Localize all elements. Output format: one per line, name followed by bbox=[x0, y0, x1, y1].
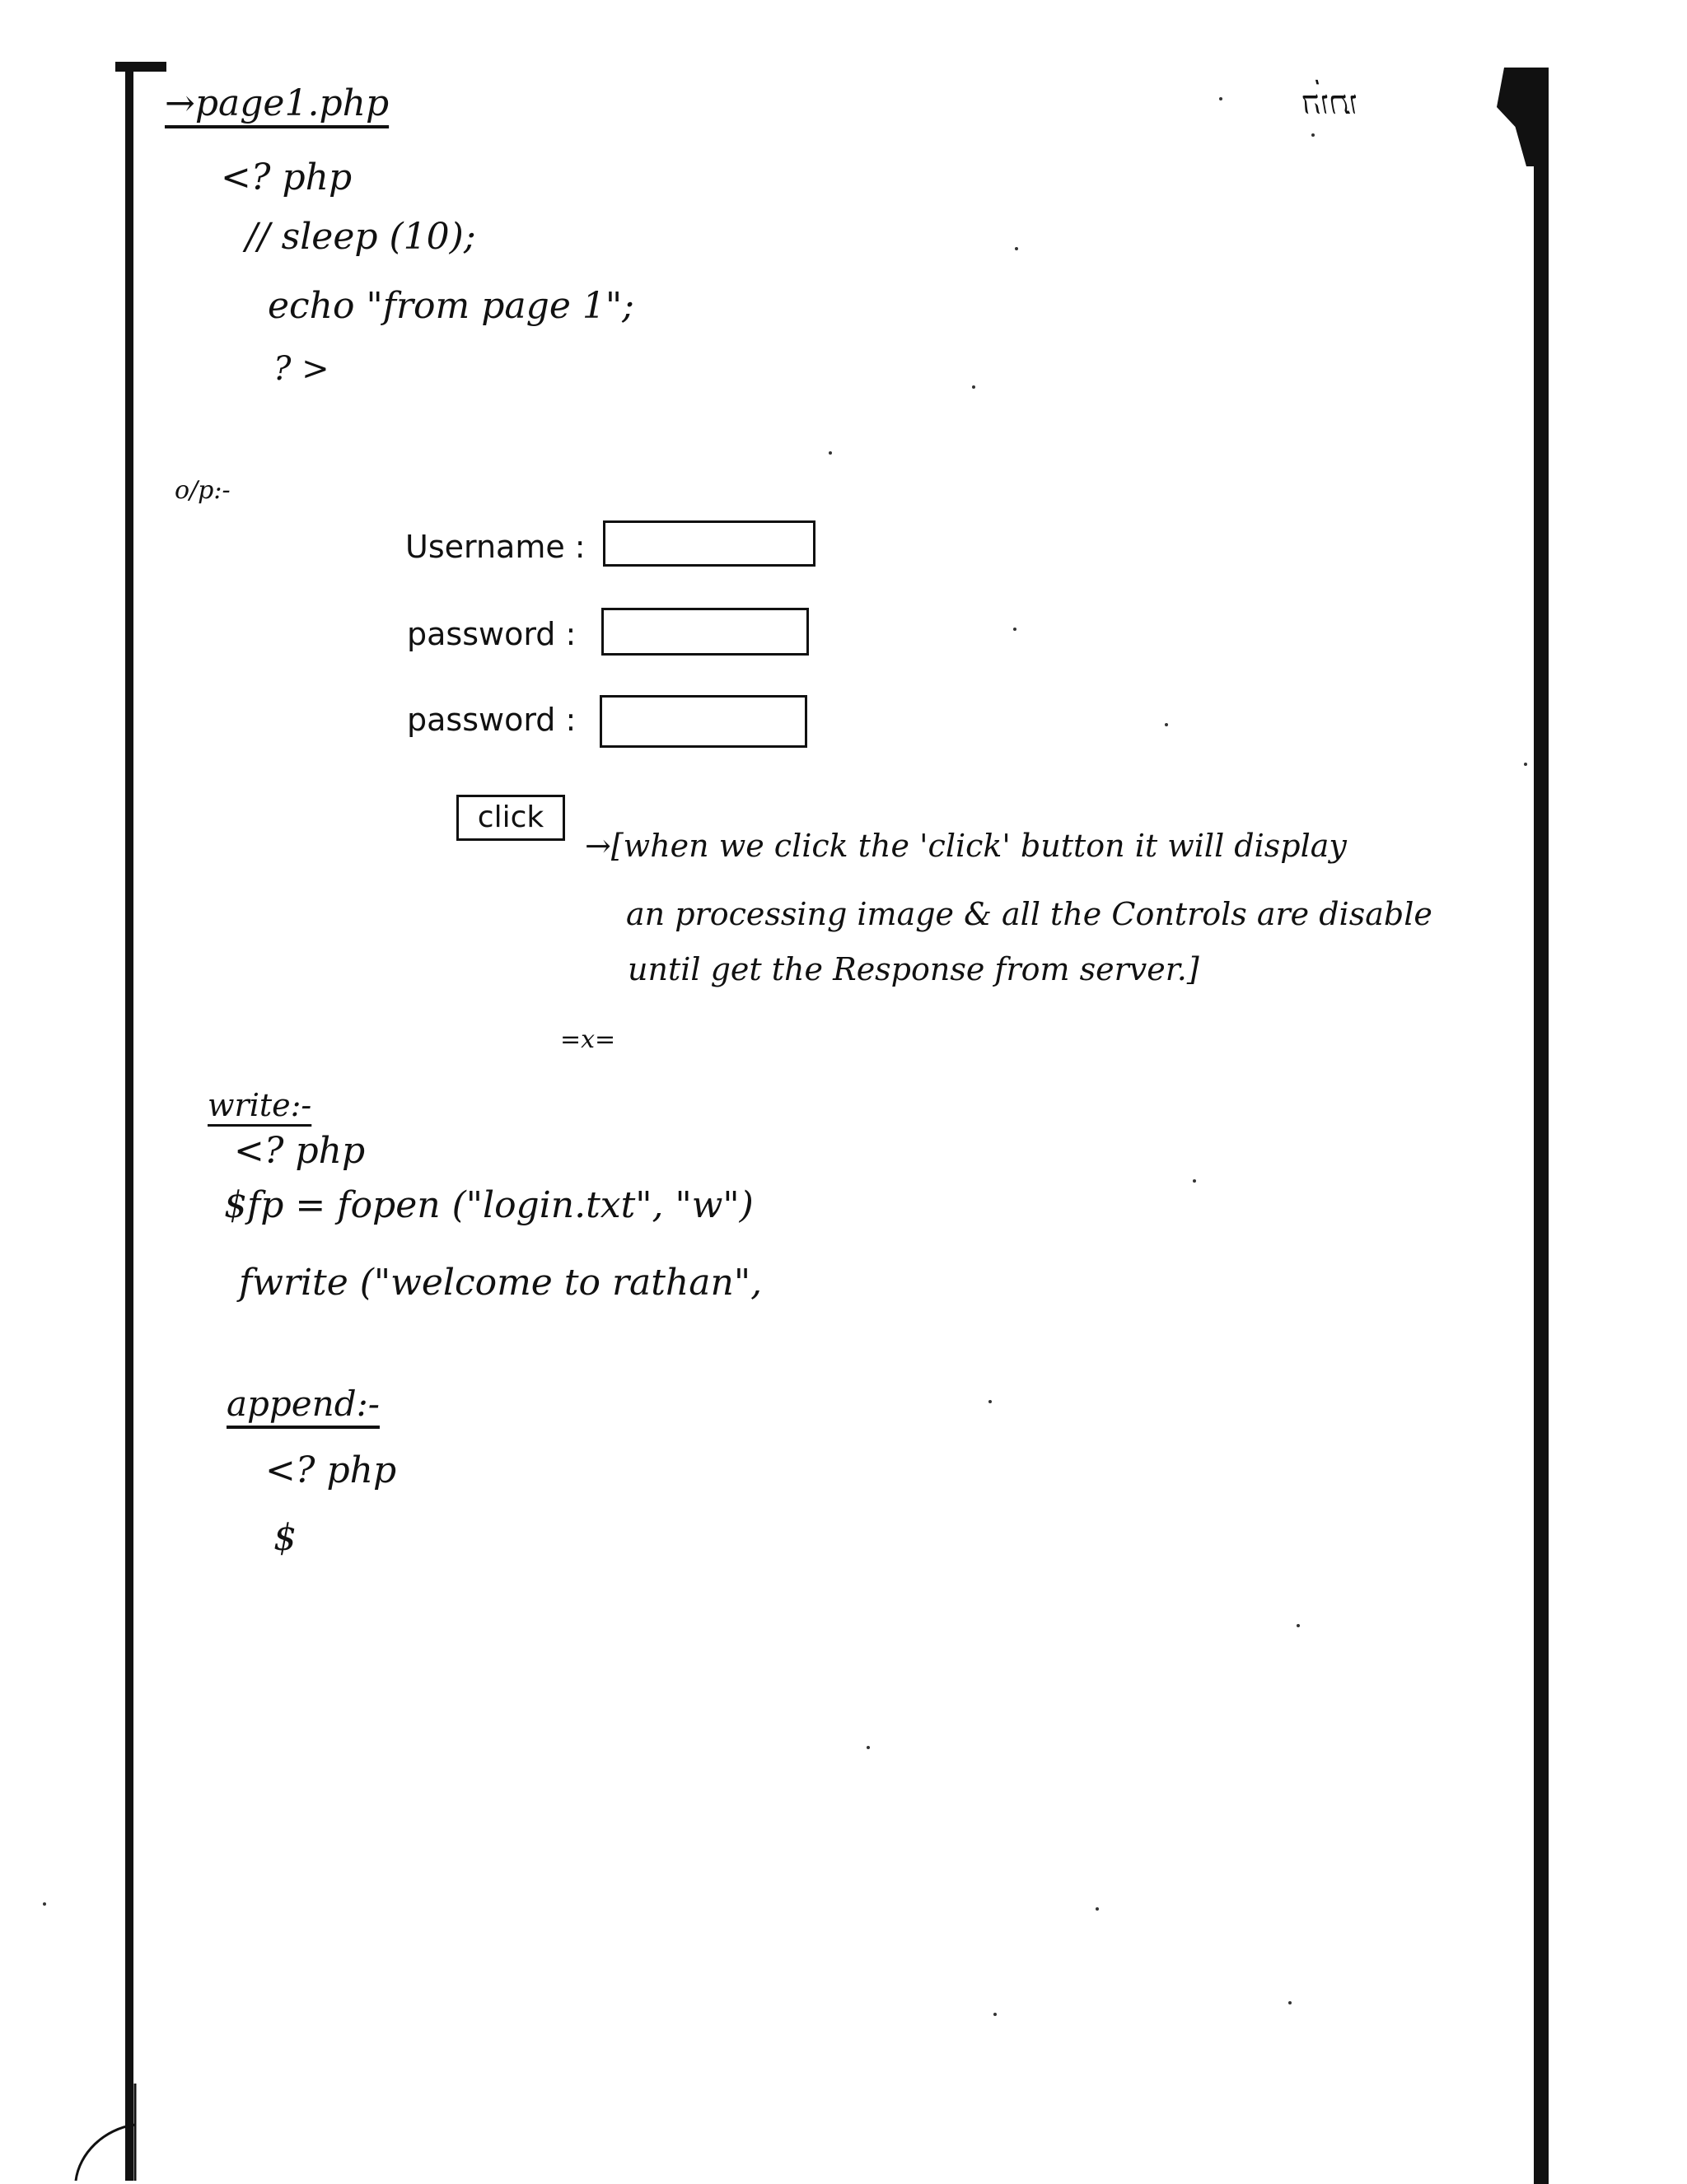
write-code-line: $fp = fopen ("login.txt", "w") bbox=[224, 1184, 754, 1226]
note-line: until get the Response from server.] bbox=[628, 951, 1199, 987]
username-label: Username : bbox=[405, 529, 586, 565]
section-separator: =x= bbox=[560, 1025, 616, 1054]
scan-speck bbox=[829, 451, 832, 455]
scan-speck bbox=[1193, 1179, 1196, 1183]
scan-speck bbox=[1524, 763, 1527, 766]
scan-speck bbox=[1015, 247, 1018, 250]
code-line: ? > bbox=[273, 350, 329, 388]
scan-speck bbox=[1219, 97, 1222, 100]
scan-right-edge bbox=[1534, 68, 1549, 2184]
scan-speck bbox=[1288, 2001, 1292, 2004]
margin-curve-mark bbox=[71, 2075, 170, 2182]
write-code-line: <? php bbox=[234, 1130, 366, 1172]
scan-speck bbox=[988, 1400, 992, 1403]
scan-speck bbox=[1013, 628, 1016, 631]
scan-corner-shadow bbox=[1474, 68, 1549, 166]
click-button[interactable]: click bbox=[456, 795, 565, 841]
confirm-password-label: password : bbox=[407, 702, 577, 738]
password-label: password : bbox=[407, 616, 577, 652]
scan-speck bbox=[1165, 723, 1168, 726]
note-line: →[when we click the 'click' button it will display bbox=[585, 828, 1347, 864]
scan-speck bbox=[972, 385, 975, 389]
left-margin-rule-cap bbox=[115, 62, 166, 72]
confirm-password-field[interactable] bbox=[600, 695, 807, 748]
scan-speck bbox=[1096, 1907, 1099, 1911]
write-code-line: fwrite ("welcome to rathan", bbox=[239, 1262, 763, 1304]
output-label: o/p:- bbox=[175, 476, 231, 505]
append-heading: append:- bbox=[227, 1384, 380, 1424]
append-code-line: $ bbox=[273, 1517, 297, 1559]
username-field[interactable] bbox=[603, 520, 815, 567]
left-margin-rule bbox=[125, 64, 133, 2181]
password-field[interactable] bbox=[601, 608, 809, 656]
code-line: // sleep (10); bbox=[245, 216, 476, 258]
scan-speck bbox=[1297, 1624, 1300, 1627]
corner-mark: ה่ותו bbox=[1301, 84, 1358, 122]
scan-speck bbox=[43, 1902, 46, 1906]
page-title: →page1.php bbox=[165, 82, 390, 124]
code-line: echo "from page 1"; bbox=[268, 285, 634, 327]
append-code-line: <? php bbox=[265, 1449, 397, 1491]
note-line: an processing image & all the Controls are disable bbox=[626, 896, 1432, 932]
scan-speck bbox=[993, 2013, 997, 2016]
code-line: <? php bbox=[221, 156, 353, 198]
write-heading: write:- bbox=[208, 1087, 312, 1123]
scan-speck bbox=[1311, 133, 1315, 137]
scan-speck bbox=[867, 1746, 870, 1749]
